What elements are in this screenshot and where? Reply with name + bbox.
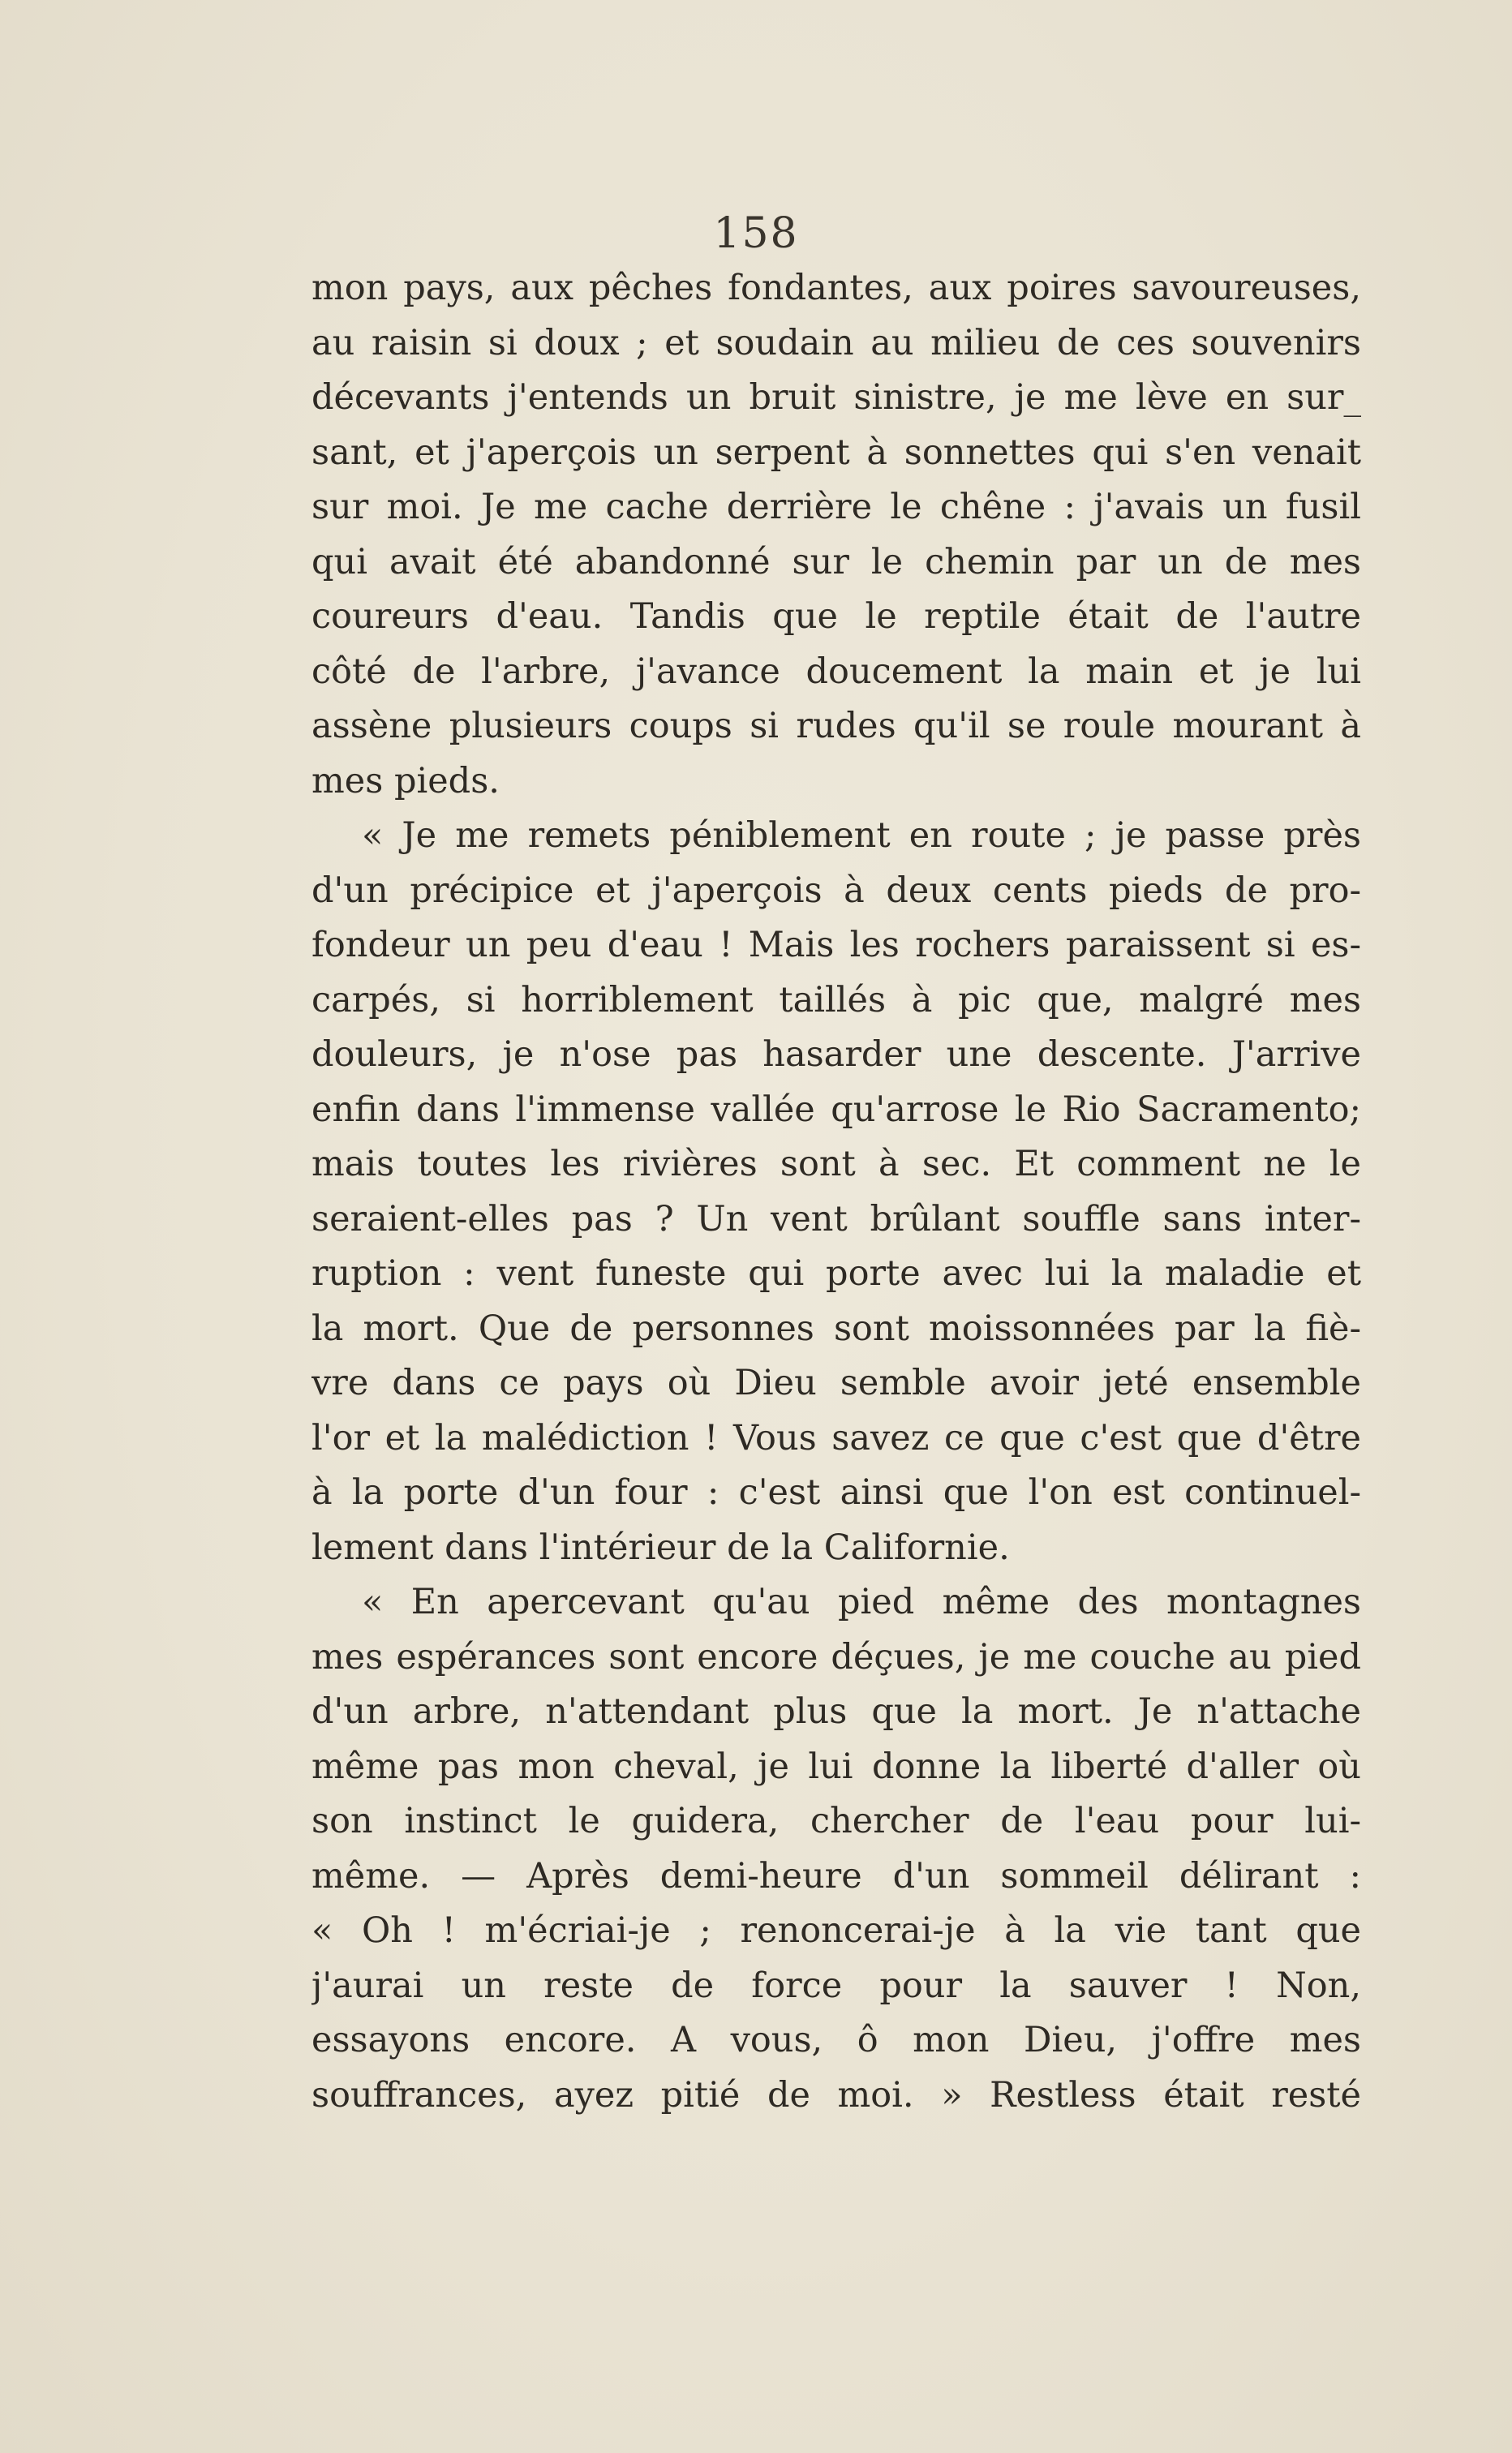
- text-line: qui avait été abandonné sur le chemin par un de mes: [311, 541, 1361, 582]
- body-text: [311, 261, 1361, 2123]
- text-line: « En apercevant qu'au pied même des montagnes: [362, 1582, 1361, 1622]
- text-line: seraient-elles pas ? Un vent brûlant souffle sans inter-: [311, 1198, 1361, 1239]
- text-line: assène plusieurs coups si rudes qu'il se roule mourant à: [311, 706, 1361, 746]
- text-line: même. — Après demi-heure d'un sommeil délirant :: [311, 1855, 1361, 1897]
- text-line: souffrances, ayez pitié de moi. » Restless était resté: [311, 2074, 1361, 2116]
- text-line: essayons encore. A vous, ô mon Dieu, j'offre mes: [311, 2020, 1361, 2060]
- text-line: « Je me remets péniblement en route ; je passe près: [362, 815, 1361, 856]
- text-line: enfin dans l'immense vallée qu'arrose le Rio Sacramento;: [311, 1089, 1361, 1130]
- text-line: coureurs d'eau. Tandis que le reptile était de l'autre: [311, 596, 1361, 637]
- text-line: carpés, si horriblement taillés à pic que, malgré mes: [311, 979, 1361, 1020]
- text-line: lement dans l'intérieur de la Californie.: [311, 1527, 1010, 1568]
- text-line: mes pieds.: [311, 760, 500, 801]
- page-number: 158: [713, 209, 799, 258]
- text-line: son instinct le guidera, chercher de l'eau pour lui-: [311, 1801, 1361, 1841]
- text-line: d'un précipice et j'aperçois à deux cents pieds de pro-: [311, 870, 1361, 911]
- text-line: même pas mon cheval, je lui donne la liberté d'aller où: [311, 1746, 1361, 1787]
- text-line: mais toutes les rivières sont à sec. Et comment ne le: [311, 1144, 1361, 1184]
- text-line: sur moi. Je me cache derrière le chêne : j'avais un fusil: [311, 487, 1361, 527]
- text-line: fondeur un peu d'eau ! Mais les rochers paraissent si es-: [311, 925, 1361, 965]
- text-line: d'un arbre, n'attendant plus que la mort. Je n'attache: [311, 1691, 1361, 1732]
- text-line: à la porte d'un four : c'est ainsi que l'on est continuel-: [311, 1472, 1361, 1513]
- text-line: douleurs, je n'ose pas hasarder une descente. J'arrive: [311, 1034, 1361, 1075]
- text-line: j'aurai un reste de force pour la sauver ! Non,: [311, 1965, 1361, 2006]
- text-line: vre dans ce pays où Dieu semble avoir jeté ensemble: [311, 1363, 1361, 1403]
- text-line: mon pays, aux pêches fondantes, aux poires savoureuses,: [311, 268, 1361, 308]
- text-line: sant, et j'aperçois un serpent à sonnettes qui s'en venait: [311, 432, 1361, 473]
- text-line: mes espérances sont encore déçues, je me couche au pied: [311, 1636, 1361, 1678]
- text-line: côté de l'arbre, j'avance doucement la main et je lui: [311, 651, 1361, 692]
- text-line: la mort. Que de personnes sont moissonnées par la fiè-: [311, 1308, 1361, 1349]
- text-line: ruption : vent funeste qui porte avec lui la maladie et: [311, 1253, 1361, 1294]
- text-line: décevants j'entends un bruit sinistre, je me lève en sur_: [311, 377, 1361, 418]
- text-line: « Oh ! m'écriai-je ; renoncerai-je à la vie tant que: [311, 1910, 1361, 1951]
- text-line: l'or et la malédiction ! Vous savez ce que c'est que d'être: [311, 1417, 1361, 1458]
- text-line: au raisin si doux ; et soudain au milieu de ces souvenirs: [311, 322, 1361, 363]
